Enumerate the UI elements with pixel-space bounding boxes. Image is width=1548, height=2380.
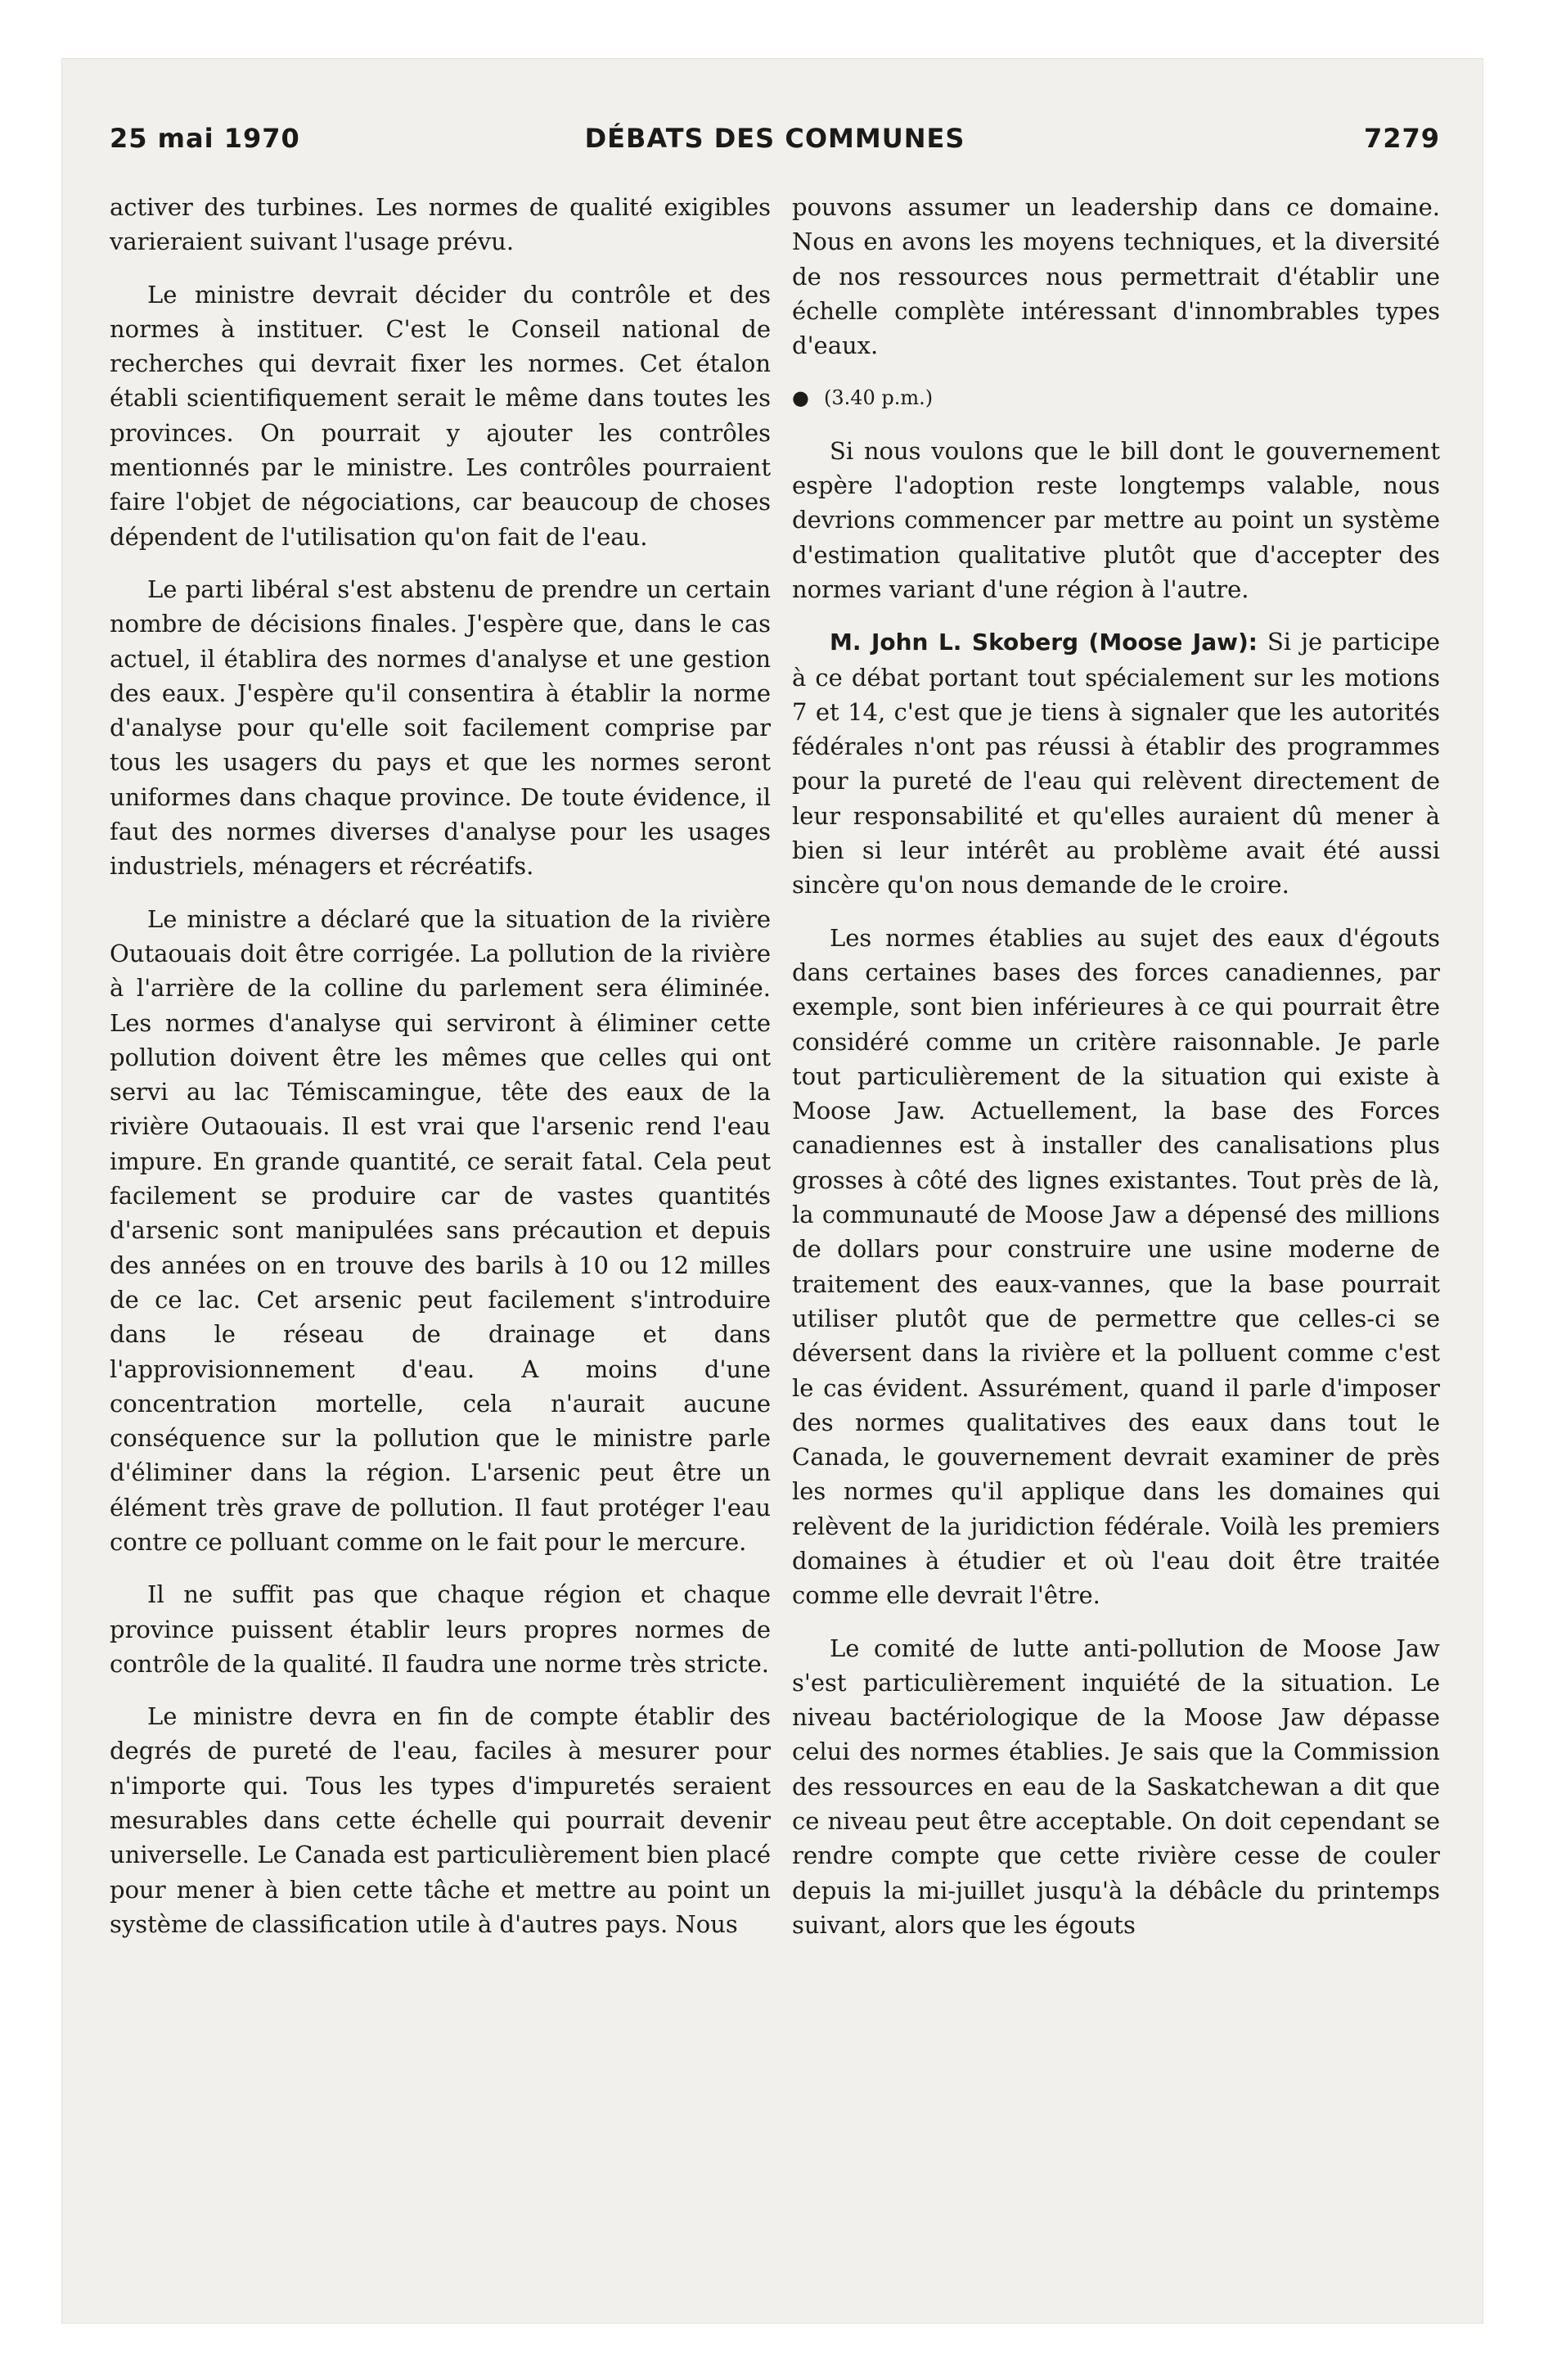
- paragraph: Le ministre a déclaré que la situation de la rivière Outaouais doit être corrigée. La pollution de la rivière à l'arrière de la colline du parlement sera éliminée. Les normes d'analyse qui serviront à éliminer cette pollution doivent être les mêmes que celles qui ont servi au lac Témiscamingue, tête des eaux de la rivière Outaouais. Il est vrai que l'arsenic rend l'eau impure. En grande quantité, ce serait fatal. Cela peut facilement se produire car de vastes quantités d'arsenic sont manipulées sans précaution et depuis des années on en trouve des barils à 10 ou 12 milles de ce lac. Cet arsenic peut facilement s'introduire dans le réseau de drainage et dans l'approvisionnement d'eau. A moins d'une concentration mortelle, cela n'aurait aucune conséquence sur la pollution que le ministre parle d'éliminer dans la région. L'arsenic peut être un élément très grave de pollution. Il faut protéger l'eau contre ce polluant comme on le fait pour le mercure.: [110, 904, 771, 1556]
- paragraph: Si nous voulons que le bill dont le gouvernement espère l'adoption reste longtemps valable, nous devrions commencer par mettre au point un système d'estimation qualitative plutôt que d'accepter des normes variant d'une région à l'autre.: [792, 436, 1440, 603]
- page-header: [110, 123, 1440, 172]
- paragraph: pouvons assumer un leadership dans ce domaine. Nous en avons les moyens techniques, et la diversité de nos ressources nous permettrait d'établir une échelle complète intéressant d'innombrables types d'eaux.: [792, 193, 1440, 360]
- paragraph: Le parti libéral s'est abstenu de prendre un certain nombre de décisions finales. J'espère que, dans le cas actuel, il établira des normes d'analyse et une gestion des eaux. J'espère qu'il consentira à établir la norme d'analyse pour qu'elle soit facilement comprise par tous les usagers du pays et que les normes seront uniformes dans chaque province. De toute évidence, il faut des normes diverses d'analyse pour les usages industriels, ménagers et récréatifs.: [110, 575, 771, 881]
- paragraph: Le ministre devra en fin de compte établir des degrés de pureté de l'eau, faciles à mesurer pour n'importe qui. Tous les types d'impuretés seraient mesurables dans cette échelle qui pourrait devenir universelle. Le Canada est particulièrement bien placé pour mener à bien cette tâche et mettre au point un système de classification utile à d'autres pays. Nous: [110, 1702, 771, 1938]
- right-column: [792, 190, 1440, 1960]
- time-marker: [792, 381, 1440, 415]
- time-text: (3.40 p.m.): [823, 386, 934, 410]
- paragraph: Il ne suffit pas que chaque région et chaque province puissent établir leurs propres normes de contrôle de la qualité. Il faudra une norme très stricte.: [110, 1580, 771, 1678]
- left-column: [110, 190, 771, 1959]
- paragraph: Les normes établies au sujet des eaux d'égouts dans certaines bases des forces canadiennes, par exemple, sont bien inférieures à ce qui pourrait être considéré comme un critère raisonnable. Je parle tout particulièrement de la situation qui existe à Moose Jaw. Actuellement, la base des Forces canadiennes est à installer des canalisations plus grosses à côté des lignes existantes. Tout près de là, la communauté de Moose Jaw a dépensé des millions de dollars pour construire une usine moderne de traitement des eaux-vannes, que la base pourrait utiliser plutôt que de permettre que celles-ci se déversent dans la rivière et la polluent comme c'est le cas évident. Assurément, quand il parle d'imposer des normes qualitatives des eaux dans tout le Canada, le gouvernement devrait examiner de près les normes qu'il applique dans les domaines qui relèvent de la juridiction fédérale. Voilà les premiers domaines à étudier et où l'eau doit être traitée comme elle devrait l'être.: [792, 923, 1440, 1610]
- header-date: 25 mai 1970: [110, 123, 300, 154]
- speaker-paragraph: [792, 624, 1440, 902]
- speaker-text: Si je participe à ce débat portant tout spécialement sur les motions 7 et 14, c'est que je tiens à signaler que les autorités fédérales n'ont pas réussi à établir des programmes pour la pureté de l'eau qui relèvent directement de leur responsabilité et qu'elles auraient dû mener à bien si leur intérêt au problème avait été aussi sincère qu'on nous demande de le croire.: [792, 628, 1441, 899]
- paragraph: activer des turbines. Les normes de qualité exigibles varieraient suivant l'usage prévu.: [110, 193, 771, 256]
- speaker-name: M. John L. Skoberg (Moose Jaw):: [830, 629, 1258, 656]
- header-page-number: 7279: [1363, 123, 1440, 154]
- bullet-icon: ●: [792, 386, 809, 410]
- paragraph: Le ministre devrait décider du contrôle et des normes à instituer. C'est le Conseil national de recherches qui devrait fixer les normes. Cet étalon établi scientifiquement serait le même dans toutes les provinces. On pourrait y ajouter les contrôles mentionnés par le ministre. Les contrôles pourraient faire l'objet de négociations, car beaucoup de choses dépendent de l'utilisation qu'on fait de l'eau.: [110, 280, 771, 551]
- paragraph: Le comité de lutte anti-pollution de Moose Jaw s'est particulièrement inquiété de la situation. Le niveau bactériologique de la Moose Jaw dépasse celui des normes établies. Je sais que la Commission des ressources en eau de la Saskatchewan a dit que ce niveau peut être acceptable. On doit cependant se rendre compte que cette rivière cesse de couler depuis la mi-juillet jusqu'à la débâcle du printemps suivant, alors que les égouts: [792, 1634, 1440, 1939]
- header-title: DÉBATS DES COMMUNES: [584, 123, 965, 154]
